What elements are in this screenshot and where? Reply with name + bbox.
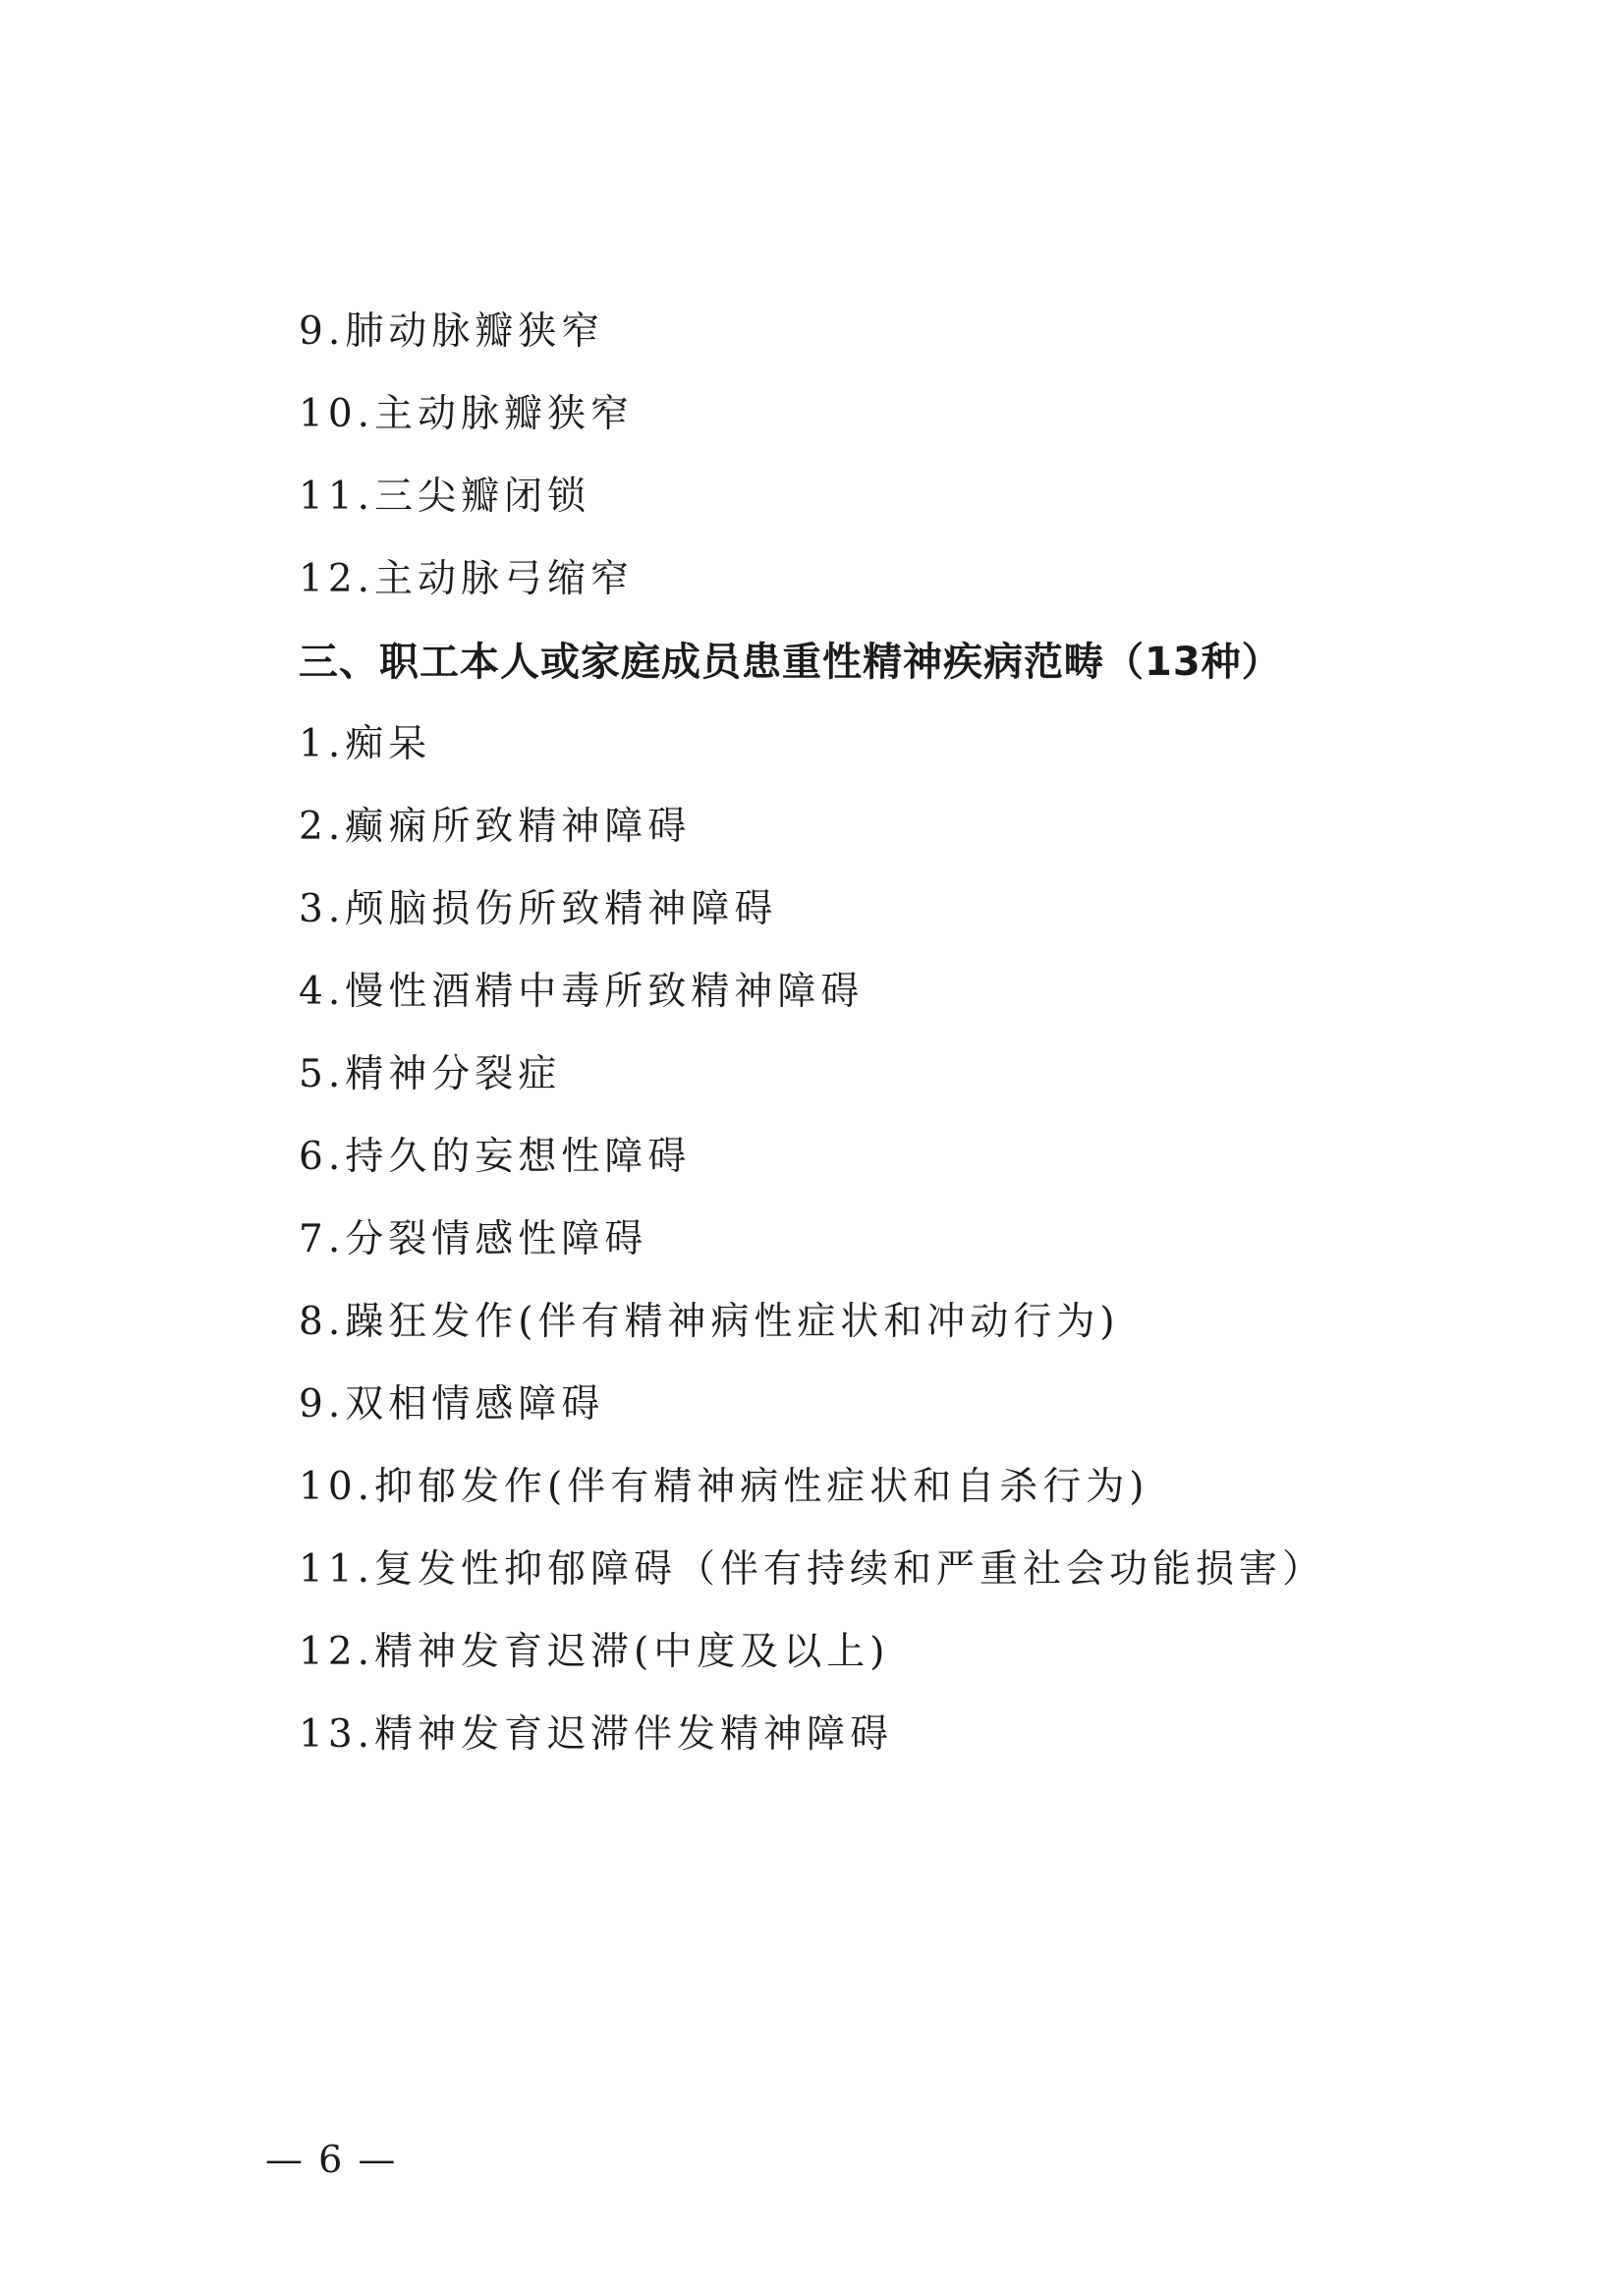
list-item: 10.抑郁发作(伴有精神病性症状和自杀行为) <box>299 1465 1149 1509</box>
list-item: 11.复发性抑郁障碍（伴有持续和严重社会功能损害） <box>299 1547 1326 1592</box>
list-item: 12.精神发育迟滞(中度及以上) <box>299 1630 890 1674</box>
list-item: 4.慢性酒精中毒所致精神障碍 <box>299 970 865 1014</box>
list-item: 9.肺动脉瓣狭窄 <box>299 309 605 354</box>
list-item: 10.主动脉瓣狭窄 <box>299 392 635 436</box>
list-item: 6.持久的妄想性障碍 <box>299 1135 692 1179</box>
list-item: 13.精神发育迟滞伴发精神障碍 <box>299 1712 894 1757</box>
list-item: 8.躁狂发作(伴有精神病性症状和冲动行为) <box>299 1300 1120 1344</box>
list-item: 2.癫痫所致精神障碍 <box>299 805 692 849</box>
list-item: 9.双相情感障碍 <box>299 1382 605 1427</box>
page-content <box>299 291 1379 1776</box>
list-item: 5.精神分裂症 <box>299 1052 562 1096</box>
list-item: 11.三尖瓣闭锁 <box>299 475 591 519</box>
page-number: — 6 — <box>265 2138 398 2181</box>
list-item: 1.痴呆 <box>299 722 432 766</box>
section-heading: 三、职工本人或家庭成员患重性精神疾病范畴（13种） <box>299 640 1282 685</box>
list-item: 12.主动脉弓缩窄 <box>299 557 635 601</box>
list-item: 7.分裂情感性障碍 <box>299 1217 648 1261</box>
list-item: 3.颅脑损伤所致精神障碍 <box>299 887 778 931</box>
